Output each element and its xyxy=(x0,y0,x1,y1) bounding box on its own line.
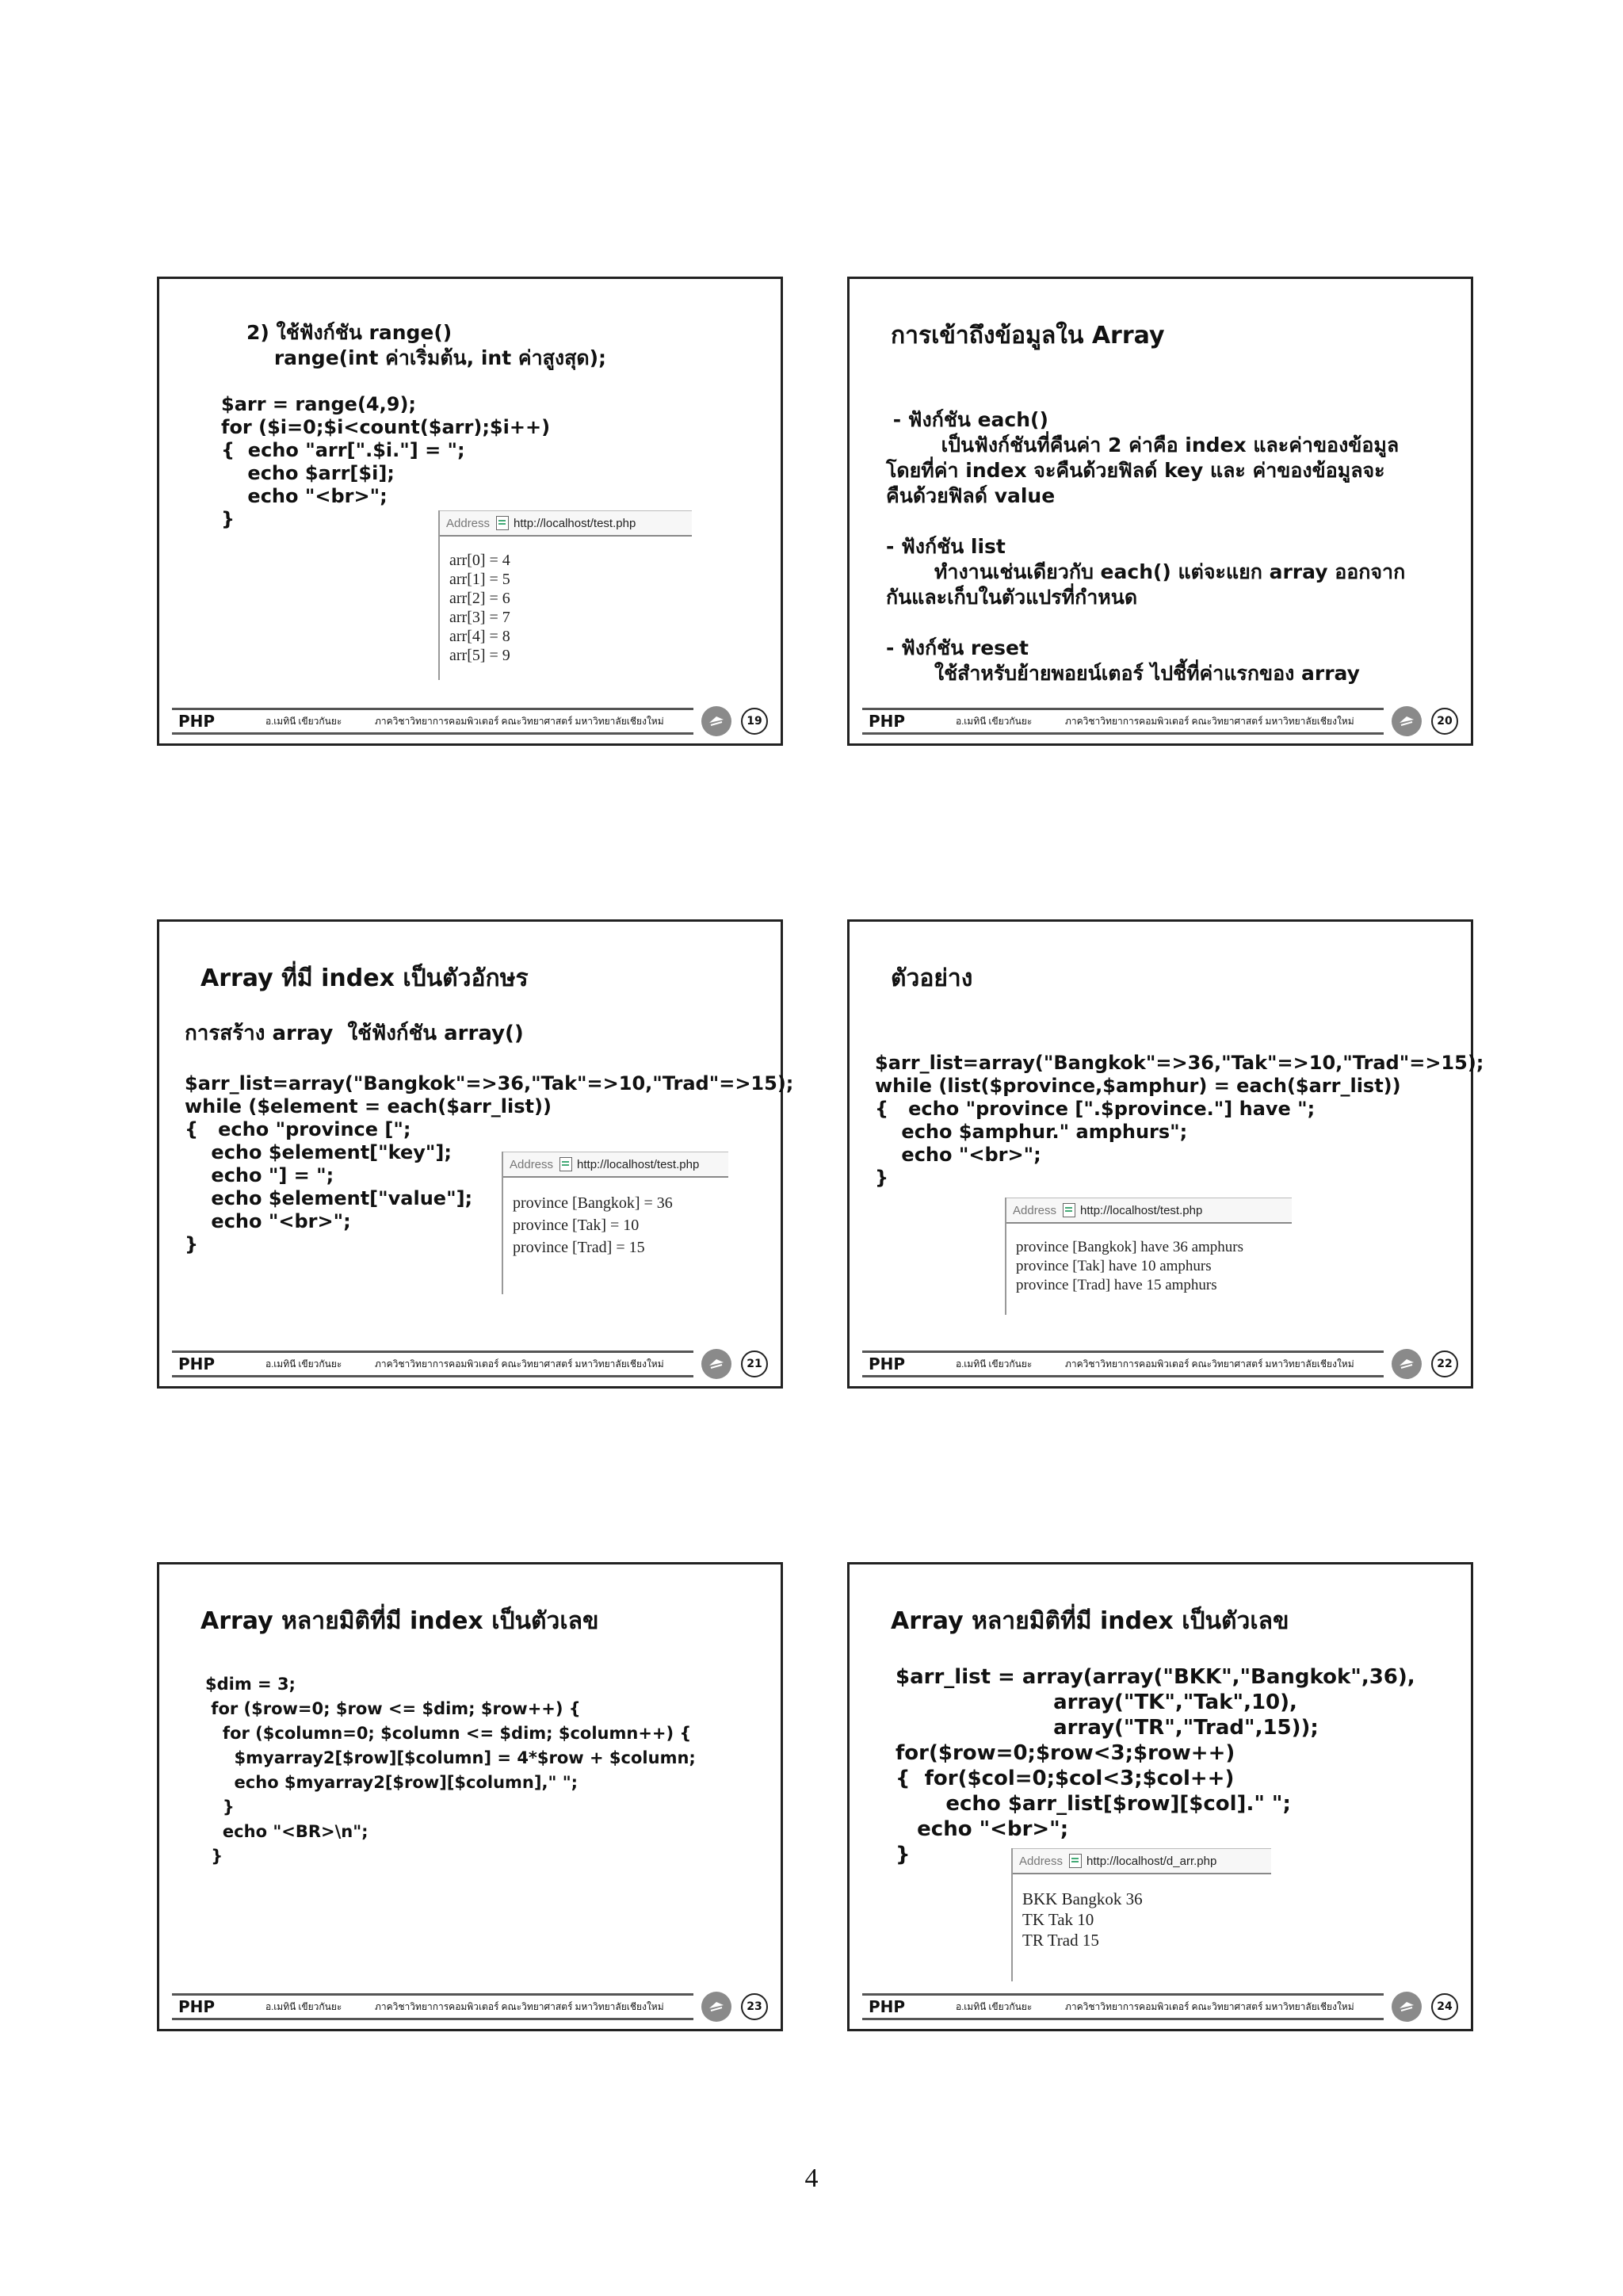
code-block: $arr_list = array(array("BKK","Bangkok",36), array("TK","Tak",10), array("TR","Trad",15)); for($row=0;$row<3;$row++) { for($col=0;$col<3;$col++) echo $arr_list[$row][$col]." "; echo "<br>"; } xyxy=(896,1665,1415,1866)
university-logo-icon xyxy=(1392,1349,1422,1379)
address-bar xyxy=(440,510,692,537)
slide-number: 19 xyxy=(741,708,768,735)
url-text: http://localhost/d_arr.php xyxy=(1086,1854,1217,1868)
footer-dept: ภาควิชาวิทยาการคอมพิวเตอร์ คณะวิทยาศาสตร์ มหาวิทยาลัยเชียงใหม่ xyxy=(375,1358,664,1370)
browser-window xyxy=(438,510,692,680)
code-block: $arr_list=array("Bangkok"=>36,"Tak"=>10,"Trad"=>15); while (list($province,$amphur) = each($arr_list)) { echo "province [".$province."] have "; echo $amphur." amphurs"; echo "<br>"; } xyxy=(875,1052,1484,1189)
code-block: $arr_list=array("Bangkok"=>36,"Tak"=>10,"Trad"=>15); while ($element = each($arr_list)) { echo "province ["; echo $element["key"]; echo "] = "; echo $element["value"]; echo "<br>"; } xyxy=(185,1072,794,1255)
footer-author: อ.เมทินี เขียวกันยะ xyxy=(265,2000,342,2012)
footer-label: PHP xyxy=(869,1354,906,1373)
url-text: http://localhost/test.php xyxy=(1080,1203,1203,1217)
slide-footer xyxy=(862,707,1458,735)
address-label: Address xyxy=(510,1157,554,1171)
slide-23 xyxy=(157,1562,783,2031)
page-icon xyxy=(496,516,509,530)
slide-footer xyxy=(172,1992,768,2021)
slide-19 xyxy=(157,277,783,746)
university-logo-icon xyxy=(701,1992,731,2022)
browser-window xyxy=(1011,1848,1271,1981)
slide-title: Array หลายมิติที่มี index เป็นตัวเลข xyxy=(891,1607,1289,1635)
address-label: Address xyxy=(1013,1203,1057,1217)
page-icon xyxy=(559,1157,572,1171)
page-number: 4 xyxy=(804,2164,819,2193)
footer-dept: ภาควิชาวิทยาการคอมพิวเตอร์ คณะวิทยาศาสตร์ มหาวิทยาลัยเชียงใหม่ xyxy=(1065,1358,1354,1370)
slide-footer xyxy=(862,1992,1458,2021)
code-block: $arr = range(4,9); for ($i=0;$i<count($arr);$i++) { echo "arr[".$i."] = "; echo $arr[$i]; echo "<br>"; } xyxy=(221,393,551,530)
slide-22 xyxy=(847,919,1484,1389)
footer-dept: ภาควิชาวิทยาการคอมพิวเตอร์ คณะวิทยาศาสตร์ มหาวิทยาลัยเชียงใหม่ xyxy=(1065,715,1354,727)
page-icon xyxy=(1069,1854,1082,1868)
slide-footer xyxy=(172,1350,768,1378)
university-logo-icon xyxy=(1392,1992,1422,2022)
url-text: http://localhost/test.php xyxy=(514,516,636,530)
slide-number: 22 xyxy=(1431,1350,1458,1377)
browser-output: province [Bangkok] have 36 amphurs province [Tak] have 10 amphurs province [Trad] have 15 amphurs xyxy=(1016,1239,1244,1293)
footer-dept: ภาควิชาวิทยาการคอมพิวเตอร์ คณะวิทยาศาสตร์ มหาวิทยาลัยเชียงใหม่ xyxy=(1065,2000,1354,2012)
slide-subheading: การสร้าง array ใช้ฟังก์ชัน array() xyxy=(185,1022,524,1045)
footer-author: อ.เมทินี เขียวกันยะ xyxy=(956,1358,1033,1370)
slide-number: 24 xyxy=(1431,1993,1458,2020)
slide-20 xyxy=(847,277,1473,746)
university-logo-icon xyxy=(701,706,731,736)
slide-number: 23 xyxy=(741,1993,768,2020)
address-bar xyxy=(503,1152,728,1178)
slide-21 xyxy=(157,919,794,1389)
footer-dept: ภาควิชาวิทยาการคอมพิวเตอร์ คณะวิทยาศาสตร์ มหาวิทยาลัยเชียงใหม่ xyxy=(375,2000,664,2012)
code-block: $dim = 3; for ($row=0; $row <= $dim; $row++) { for ($column=0; $column <= $dim; $column++) { $myarray2[$row][$column] = 4*$row + $column; echo $myarray2[$row][$column]," "; } echo "<BR>\n"; } xyxy=(205,1675,696,1866)
footer-label: PHP xyxy=(178,1354,216,1373)
browser-output: BKK Bangkok 36 TK Tak 10 TR Trad 15 xyxy=(1022,1889,1143,1950)
address-bar xyxy=(1013,1848,1271,1874)
footer-label: PHP xyxy=(869,712,906,731)
url-text: http://localhost/test.php xyxy=(577,1157,700,1171)
slide-footer xyxy=(862,1350,1458,1378)
page-icon xyxy=(1063,1203,1075,1217)
address-label: Address xyxy=(1019,1854,1064,1868)
slide-footer xyxy=(172,707,768,735)
slide-title: ตัวอย่าง xyxy=(891,965,973,992)
browser-window xyxy=(502,1152,728,1294)
slide-text: - ฟังก์ชัน each() เป็นฟังก์ชันที่คืนค่า 2 ค่าคือ index และค่าของข้อมูล โดยที่ค่า index จะคืนด้วยฟิลด์ key และ ค่าของข้อมูลจะ คืนด้วยฟิลด์ value - ฟังก์ชัน list ทำงานเช่นเดียวกับ each() แต่จะแยก array ออกจาก กันและเก็บในตัวแปรที่กำหนด - ฟังก์ชัน reset ใช้สำหรับย้ายพอยน์เตอร์ ไปชี้ที่ค่าแรกของ array xyxy=(886,408,1406,685)
slide-number: 21 xyxy=(741,1350,768,1377)
address-bar xyxy=(1006,1198,1292,1224)
slide-number: 20 xyxy=(1431,708,1458,735)
footer-label: PHP xyxy=(178,712,216,731)
browser-window xyxy=(1005,1198,1292,1315)
slide-heading: 2) ใช้ฟังก์ชัน range() range(int ค่าเริ่มต้น, int ค่าสูงสุด); xyxy=(246,321,607,369)
slide-title: Array หลายมิติที่มี index เป็นตัวเลข xyxy=(200,1607,599,1635)
slide-title: Array ที่มี index เป็นตัวอักษร xyxy=(200,965,529,992)
footer-dept: ภาควิชาวิทยาการคอมพิวเตอร์ คณะวิทยาศาสตร์ มหาวิทยาลัยเชียงใหม่ xyxy=(375,715,664,727)
footer-author: อ.เมทินี เขียวกันยะ xyxy=(265,1358,342,1370)
browser-output: province [Bangkok] = 36 province [Tak] = 10 province [Trad] = 15 xyxy=(513,1194,673,1256)
slide-24 xyxy=(847,1562,1473,2031)
footer-author: อ.เมทินี เขียวกันยะ xyxy=(956,715,1033,727)
university-logo-icon xyxy=(701,1349,731,1379)
browser-output: arr[0] = 4 arr[1] = 5 arr[2] = 6 arr[3] = 7 arr[4] = 8 arr[5] = 9 xyxy=(449,552,510,664)
address-label: Address xyxy=(446,516,491,530)
footer-label: PHP xyxy=(869,1997,906,2016)
footer-author: อ.เมทินี เขียวกันยะ xyxy=(265,715,342,727)
university-logo-icon xyxy=(1392,706,1422,736)
slide-title: การเข้าถึงข้อมูลใน Array xyxy=(891,322,1165,350)
footer-author: อ.เมทินี เขียวกันยะ xyxy=(956,2000,1033,2012)
footer-label: PHP xyxy=(178,1997,216,2016)
